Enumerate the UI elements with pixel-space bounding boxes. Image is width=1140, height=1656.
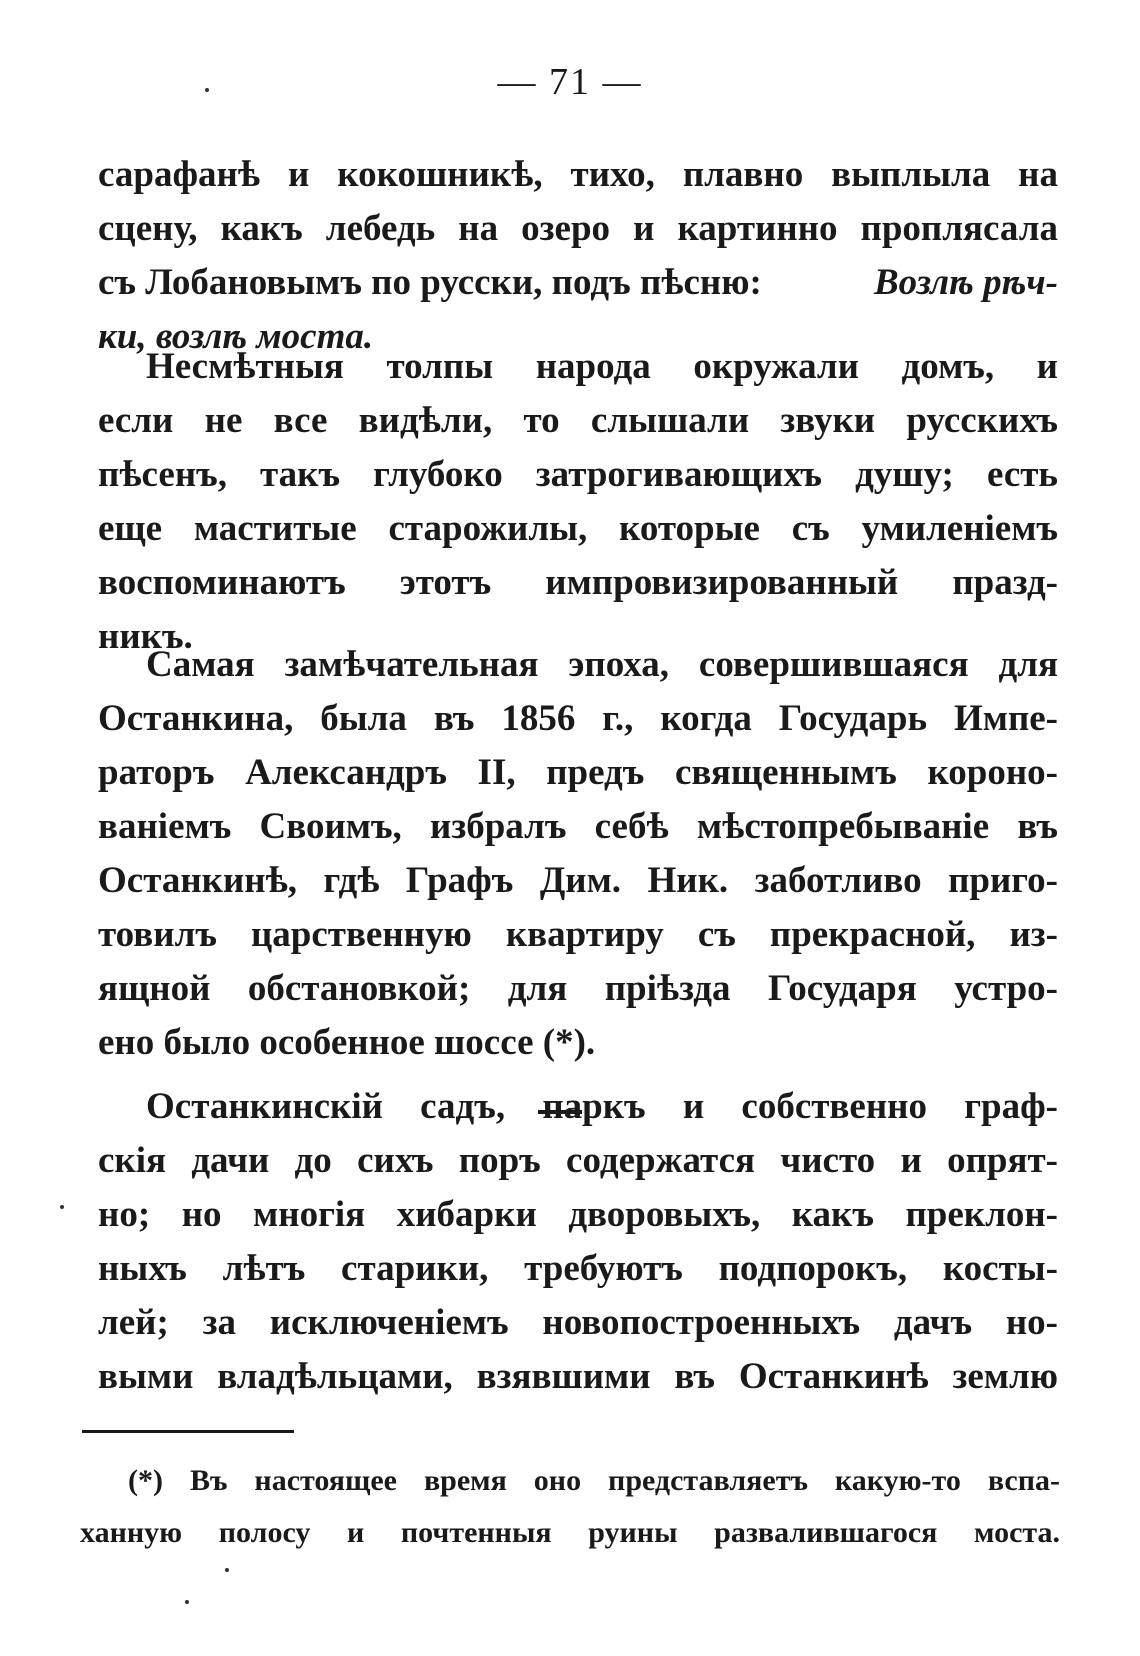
paragraph-2 [98, 340, 1058, 664]
scan-speck [225, 1568, 229, 1572]
scan-speck [60, 1205, 64, 1209]
text-line: сцену, какъ лебедь на озеро и картинно проплясала [98, 208, 1058, 249]
text-line: Несмѣтныя толпы народа окружали домъ, и [146, 346, 1058, 387]
text-line: ныхъ лѣтъ старики, требуютъ подпорокъ, косты- [98, 1248, 1058, 1289]
paragraph-4 [98, 1080, 1058, 1404]
text-line: Останкинскій садъ, паркъ и собственно граф- [146, 1086, 1058, 1127]
paragraph-1 [98, 148, 1058, 364]
paragraph-3 [98, 638, 1058, 1070]
footnote-line: (*) Въ настоящее время оно представляетъ какую-то вспа- [128, 1464, 1060, 1497]
footnote-rule [82, 1430, 294, 1433]
text-line: никъ. [98, 616, 193, 657]
page-number: — 71 — [497, 61, 643, 103]
footnote-line: ханную полосу и почтенныя руины развалившагося моста. [80, 1516, 1060, 1549]
text-line: Самая замѣчательная эпоха, совершившаяся для [146, 644, 1058, 685]
scan-speck [205, 88, 209, 92]
text-line [98, 256, 1058, 310]
text-line-part: съ Лобановымъ по русски, подъ пѣсню: [98, 262, 762, 303]
text-line: еще маститые старожилы, которые съ умиленіемъ [98, 508, 1058, 549]
text-line: Останкинѣ, гдѣ Графъ Дим. Ник. заботливо приго- [98, 860, 1058, 901]
scan-speck [185, 1600, 189, 1604]
text-line: ваніемъ Своимъ, избралъ себѣ мѣстопребываніе въ [98, 806, 1058, 847]
text-line: скія дачи до сихъ поръ содержатся чисто и опрят- [98, 1140, 1058, 1181]
text-line: пѣсенъ, такъ глубоко затрогивающихъ душу; есть [98, 454, 1058, 495]
song-title-line: ки, возлѣ моста. [98, 316, 374, 357]
text-line: воспоминаютъ этотъ импровизированный празд- [98, 562, 1058, 603]
text-line: ящной обстановкой; для пріѣзда Государя устро- [98, 968, 1058, 1009]
text-line: ено было особенное шоссе (*). [98, 1022, 596, 1063]
text-line: Останкина, была въ 1856 г., когда Государь Импе- [98, 698, 1058, 739]
text-line: если не все видѣли, то слышали звуки русскихъ [98, 400, 1058, 441]
song-title-part: Возлѣ рѣч- [873, 262, 1058, 303]
text-line: но; но многія хибарки дворовыхъ, какъ преклон- [98, 1194, 1058, 1235]
text-line: лей; за исключеніемъ новопостроенныхъ дачъ но- [98, 1302, 1058, 1343]
text-line: раторъ Александръ II, предъ священнымъ короно- [98, 752, 1058, 793]
text-line: товилъ царственную квартиру съ прекрасной, из- [98, 914, 1058, 955]
text-line: сарафанѣ и кокошникѣ, тихо, плавно выплыла на [98, 154, 1058, 195]
footnote [80, 1455, 1060, 1559]
text-line: выми владѣльцами, взявшими въ Останкинѣ землю [98, 1356, 1058, 1397]
